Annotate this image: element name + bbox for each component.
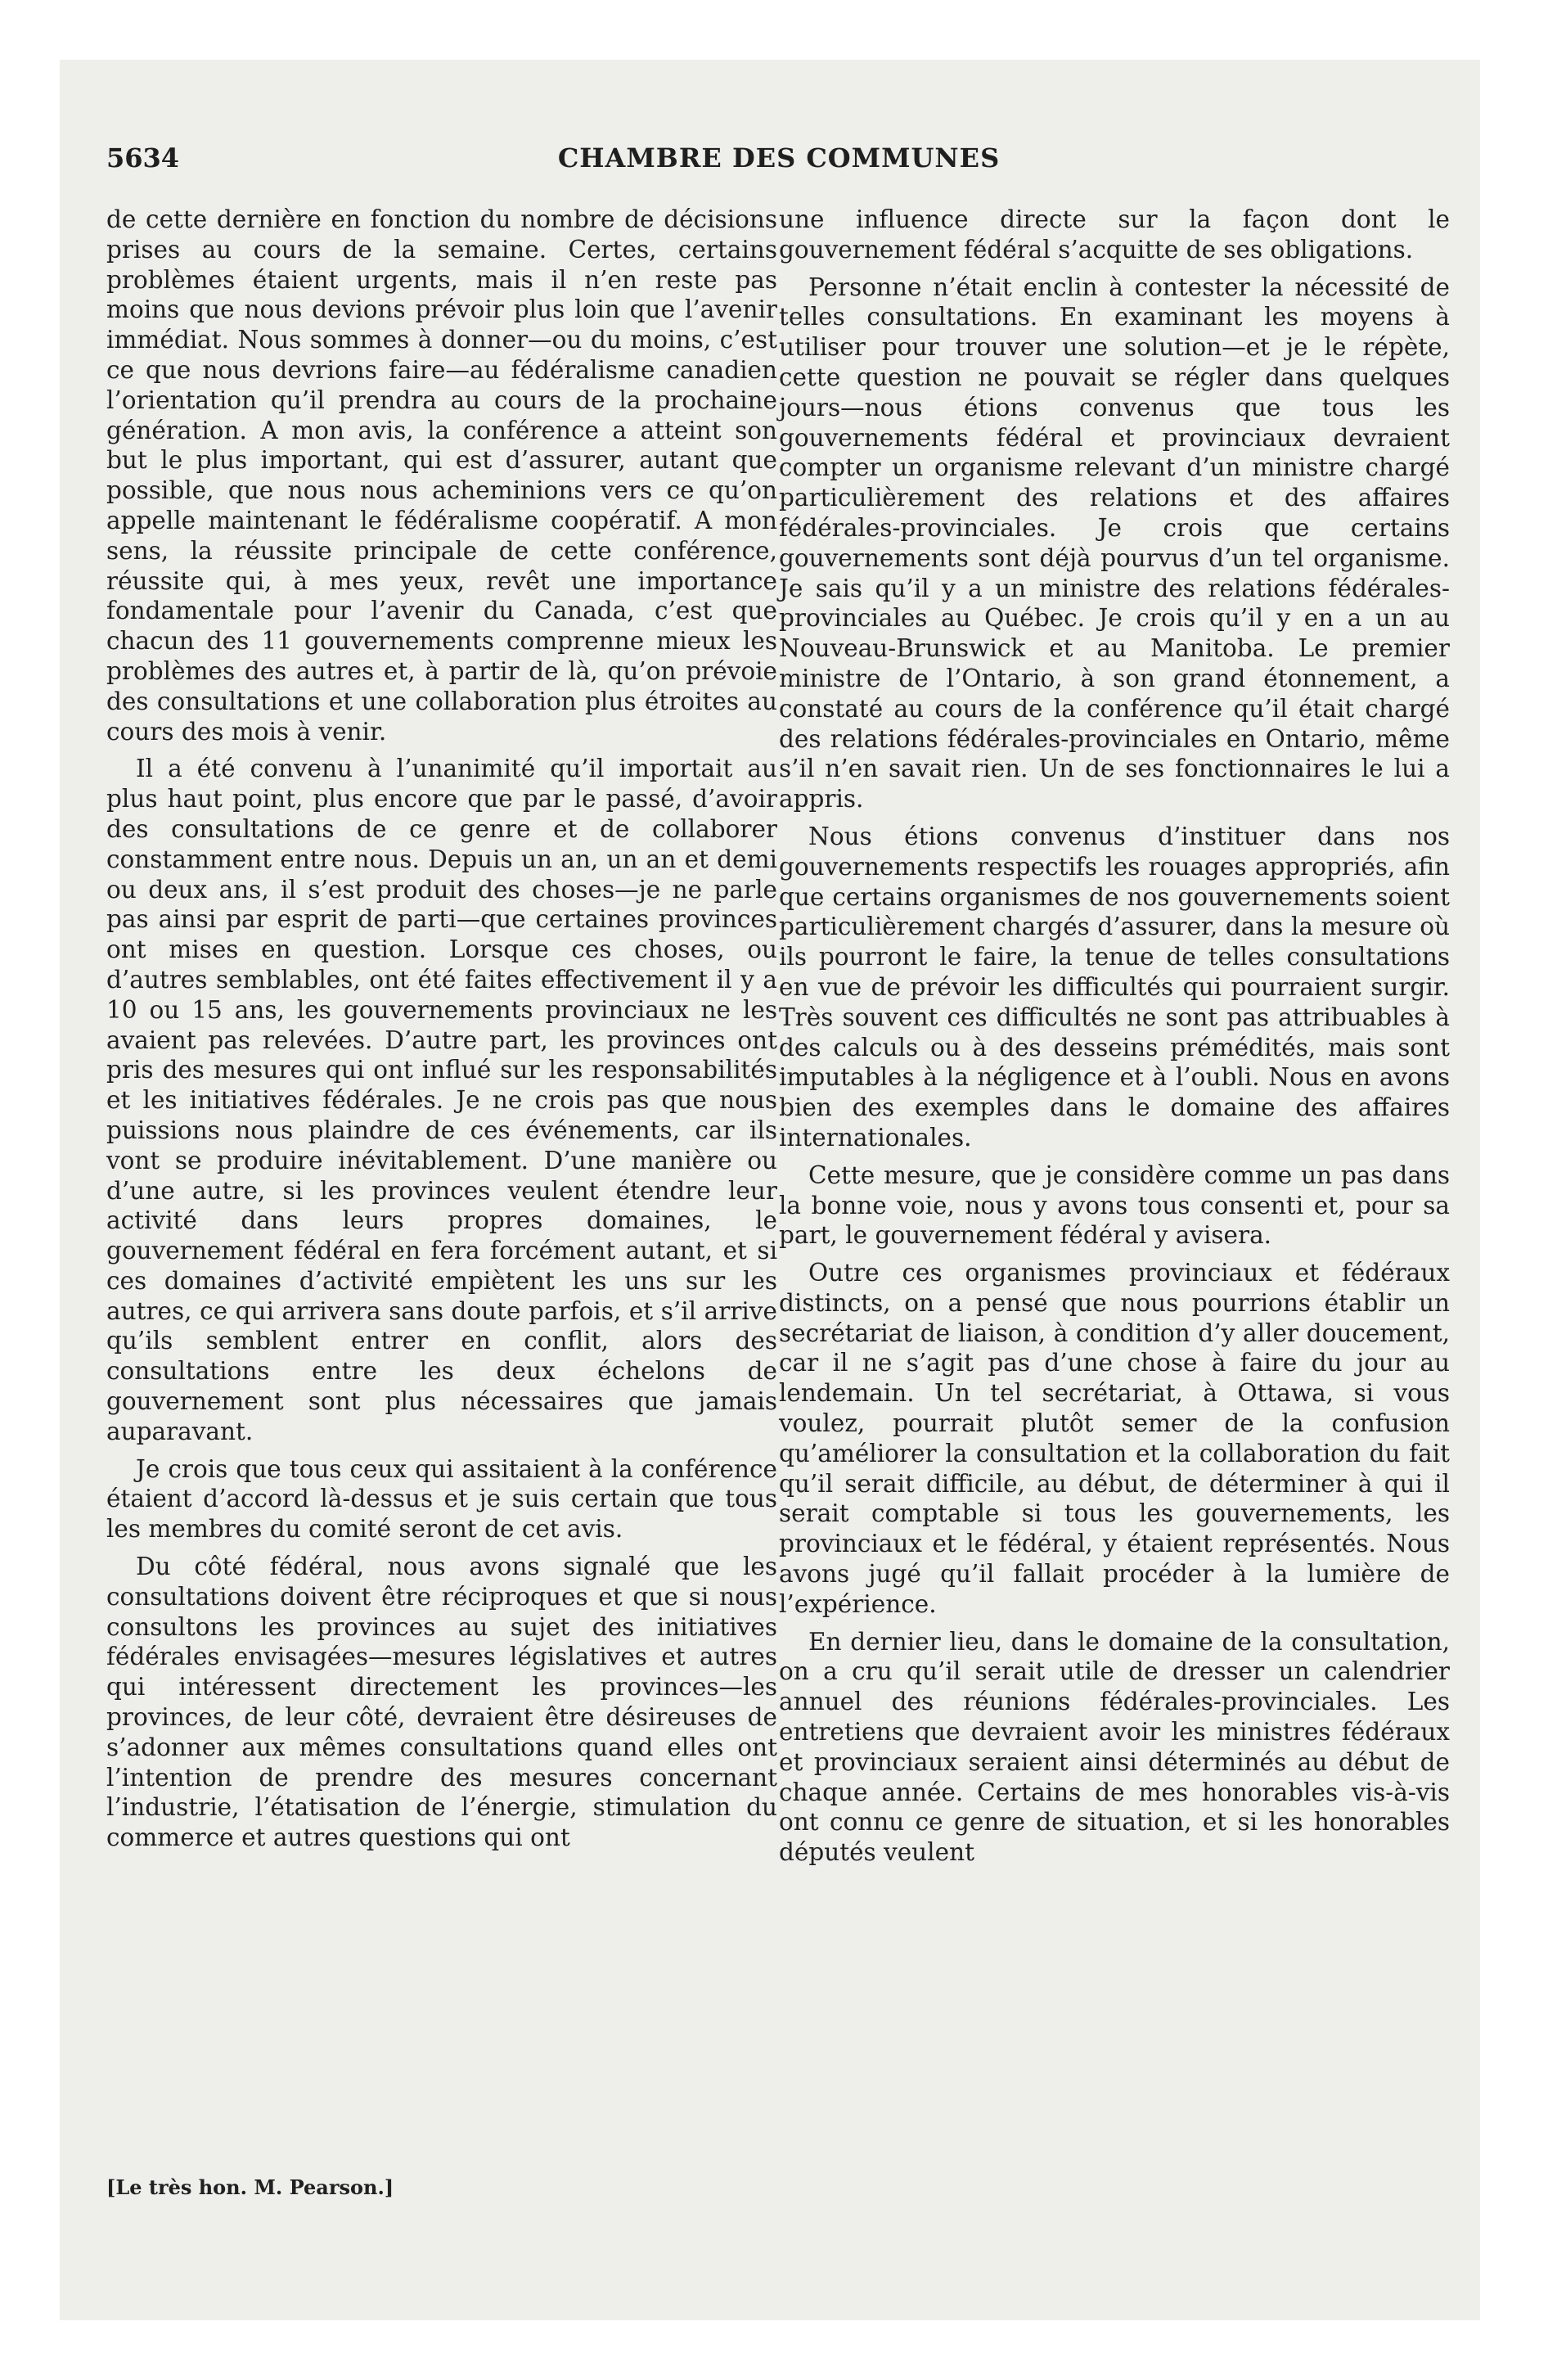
- paragraph: Je crois que tous ceux qui assitaient à la conférence étaient d’accord là-dessus et je suis certain que tous les membres du comité seront de cet avis.: [106, 1454, 777, 1544]
- paragraph: En dernier lieu, dans le domaine de la consultation, on a cru qu’il serait utile de dresser un calendrier annuel des réunions fédérales-provinciales. Les entretiens que devraient avoir les ministres fédéraux et provinciaux seraient ainsi déterminés au début de chaque année. Certains de mes honorables vis-à-vis ont connu ce genre de situation, et si les honorables députés veulent: [779, 1627, 1450, 1867]
- speaker-footer: [Le très hon. M. Pearson.]: [106, 2175, 394, 2199]
- paragraph: Outre ces organismes provinciaux et fédéraux distincts, on a pensé que nous pourrions établir un secrétariat de liaison, à condition d’y aller doucement, car il ne s’agit pas d’une chose à faire du jour au lendemain. Un tel secrétariat, à Ottawa, si vous voulez, pourrait plutôt semer de la confusion qu’améliorer la consultation et la collaboration du fait qu’il serait difficile, au début, de déterminer à qui il serait comptable si tous les gouvernements, les provinciaux et le fédéral, y étaient représentés. Nous avons jugé qu’il fallait procéder à la lumière de l’expérience.: [779, 1259, 1450, 1618]
- paragraph: une influence directe sur la façon dont le gouvernement fédéral s’acquitte de ses obligations.: [779, 205, 1450, 264]
- paragraph: Personne n’était enclin à contester la nécessité de telles consultations. En examinant les moyens à utiliser pour trouver une solution—et je le répète, cette question ne pouvait se régler dans quelques jours—nous étions convenus que tous les gouvernements fédéral et provinciaux devraient compter un organisme relevant d’un ministre chargé particulièrement des relations et des affaires fédérales-provinciales. Je crois que certains gouvernements sont déjà pourvus d’un tel organisme. Je sais qu’il y a un ministre des relations fédérales-provinciales au Québec. Je crois qu’il y en a un au Nouveau-Brunswick et au Manitoba. Le premier ministre de l’Ontario, à son grand étonnement, a constaté au cours de la conférence qu’il était chargé des relations fédérales-provinciales en Ontario, même s’il n’en savait rien. Un de ses fonctionnaires le lui a appris.: [779, 273, 1450, 814]
- paragraph: Du côté fédéral, nous avons signalé que les consultations doivent être réciproques et que si nous consultons les provinces au sujet des initiatives fédérales envisagées—mesures législatives et autres qui intéressent directement les provinces—les provinces, de leur côté, devraient être désireuses de s’adonner aux mêmes consultations quand elles ont l’intention de prendre des mesures concernant l’industrie, l’étatisation de l’énergie, stimulation du commerce et autres questions qui ont: [106, 1553, 777, 1852]
- page-header: [106, 139, 1451, 180]
- running-title: CHAMBRE DES COMMUNES: [557, 142, 1001, 174]
- paragraph: de cette dernière en fonction du nombre de décisions prises au cours de la semaine. Certes, certains problèmes étaient urgents, mais il n’en reste pas moins que nous devions prévoir plus loin que l’avenir immédiat. Nous sommes à donner—ou du moins, c’est ce que nous devrions faire—au fédéralisme canadien l’orientation qu’il prendra au cours de la prochaine génération. A mon avis, la conférence a atteint son but le plus important, qui est d’assurer, autant que possible, que nous nous acheminions vers ce qu’on appelle maintenant le fédéralisme coopératif. A mon sens, la réussite principale de cette conférence, réussite qui, à mes yeux, revêt une importance fondamentale pour l’avenir du Canada, c’est que chacun des 11 gouvernements comprenne mieux les problèmes des autres et, à partir de là, qu’on prévoie des consultations et une collaboration plus étroites au cours des mois à venir.: [106, 205, 777, 746]
- paragraph: Nous étions convenus d’instituer dans nos gouvernements respectifs les rouages appropriés, afin que certains organismes de nos gouvernements soient particulièrement chargés d’assurer, dans la mesure où ils pourront le faire, la tenue de telles consultations en vue de prévoir les difficultés qui pourraient surgir. Très souvent ces difficultés ne sont pas attribuables à des calculs ou à des desseins prémédités, mais sont imputables à la négligence et à l’oubli. Nous en avons bien des exemples dans le domaine des affaires internationales.: [779, 822, 1450, 1152]
- right-column: [779, 205, 1450, 1875]
- page-number: 5634: [106, 142, 180, 174]
- left-column: [106, 205, 777, 1860]
- paragraph: Cette mesure, que je considère comme un pas dans la bonne voie, nous y avons tous consenti et, pour sa part, le gouvernement fédéral y avisera.: [779, 1161, 1450, 1250]
- paragraph: Il a été convenu à l’unanimité qu’il importait au plus haut point, plus encore que par le passé, d’avoir des consultations de ce genre et de collaborer constamment entre nous. Depuis un an, un an et demi ou deux ans, il s’est produit des choses—je ne parle pas ainsi par esprit de parti—que certaines provinces ont mises en question. Lorsque ces choses, ou d’autres semblables, ont été faites effectivement il y a 10 ou 15 ans, les gouvernements provinciaux ne les avaient pas relevées. D’autre part, les provinces ont pris des mesures qui ont influé sur les responsabilités et les initiatives fédérales. Je ne crois pas que nous puissions nous plaindre de ces événements, car ils vont se produire inévitablement. D’une manière ou d’une autre, si les provinces veulent étendre leur activité dans leurs propres domaines, le gouvernement fédéral en fera forcément autant, et si ces domaines d’activité empiètent les uns sur les autres, ce qui arrivera sans doute parfois, et s’il arrive qu’ils semblent entrer en conflit, alors des consultations entre les deux échelons de gouvernement sont plus nécessaires que jamais auparavant.: [106, 755, 777, 1445]
